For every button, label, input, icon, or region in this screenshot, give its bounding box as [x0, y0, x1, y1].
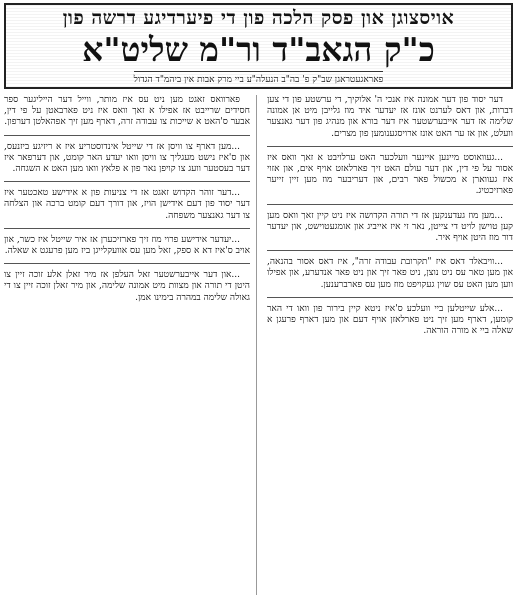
- divider: [267, 204, 513, 205]
- paragraph: ...מען דארף צו וויסן אז די שייטל אינדוסטריע איז א ריזיגע ביזנעס, און ס'איז נישט מעגליך צו וויסן וואו יעדע האר קומט, און דערפאר איז דער בעסטער וועג צו קויפן נאר פון א פלאץ וואו מען האט א השגחה.: [4, 141, 250, 175]
- paragraph: ...דער זוהר הקדוש זאגט אז די צניעות פון א אידישע טאכטער איז דער יסוד פון דעם אידישן הויז, און דורך דעם קומט ברכה און הצלחה צו דער גאנצער משפחה.: [4, 188, 250, 221]
- paragraph: ...אלע שייטלען ביי וועלכע ס'איז ניטא קיין בירור פון וואו די האר קומען, דארף מען זיך ניט פארלאזן אויף דעם און מען דארף פרעגן א שאלה ביי א מורה הוראה.: [267, 303, 513, 337]
- headline-subtitle: אויסצוגן און פסק הלכה פון די פיערדיגע דרשה פון: [62, 7, 455, 29]
- paragraph: ...וויבאלד דאס איז "תקרובת עבודה זרה", איז דאס אסור בהנאה, און מען טאר עס ניט נוצן, ניט פאר זיך און ניט פאר אנדערע, און אפילו ווען מען האט עס שוין געקויפט מוז מען עס פארברענען.: [267, 257, 513, 290]
- left-column: [4, 95, 257, 595]
- divider: [4, 228, 250, 229]
- divider: [267, 146, 513, 147]
- headline-caption: פאראגעטראגן שב"ק פ' בה"ב הנעלה"ע ביי מרק אבות אין ביהמ"ד הגדול: [134, 71, 384, 85]
- article-columns: [4, 95, 513, 595]
- paragraph: ...און דער אייבערשטער זאל העלפן אז מיר זאלן אלע זוכה זיין צו היטן די תורה און מצוות מיט אמונה שלימה, און מיר זאלן זוכה זיין צו די גאולה שלימה במהרה בימינו אמן.: [4, 270, 250, 303]
- paragraph: דער יסוד פון דער אמונה איז אנכי ה' אלוקיך, די ערשטע פון די צען דברות, און דאס לערנט אונז אז יעדער איד מוז גלייבן מיט אן אמונה שלימה אז דער אייבערשטער איז דער בורא און מנהיג פון דער גאנצער וועלט, און אז ער האט אונז ארויסגענומען פון מצרים.: [267, 95, 513, 139]
- headline-box: [4, 3, 513, 89]
- paragraph: פארוואס זאגט מען ניט עס איז מותר, ווייל דער הייליגער ספר חסידים שרייבט אז אפילו א זאך וואס איז ניט פארבאטן על פי דין, אבער ס'האט א שייכות צו עבודה זרה, דארף מען זיך אפהאלטן דערפון.: [4, 95, 250, 128]
- paragraph: ...געוואוסט מיינען איינער וועלכער האט ערלויבט א זאך וואס איז אסור על פי דין, און דער עולם האט זיך פארלאזט אויף אים, און אזוי איז געווארן א מכשול פאר רבים, און דעריבער מוז מען זיין זייער פארזיכטיג.: [267, 152, 513, 197]
- headline-title: כ"ק הגאב"ד ור"מ שליט"א: [82, 30, 435, 69]
- right-column: [267, 95, 513, 595]
- paragraph: ...מען מוז געדענקען אז די תורה הקדושה איז ניט קיין זאך וואס מען קען טוישן לויט די צייטן, נאר זי איז אייביג און אומגעטוישט, און יעדער דור מוז היטן אויף איר.: [267, 210, 513, 244]
- divider: [4, 263, 250, 264]
- divider: [4, 135, 250, 136]
- divider: [267, 297, 513, 298]
- divider: [267, 250, 513, 251]
- divider: [4, 181, 250, 182]
- paragraph: ...יעדער אידישע פרוי מוז זיך פארזיכערן אז איר שייטל איז כשר, און אויב ס'איז דא א ספק, זאל מען עס אוועקלייגן ביז מען פרעגט א שאלה.: [4, 234, 250, 257]
